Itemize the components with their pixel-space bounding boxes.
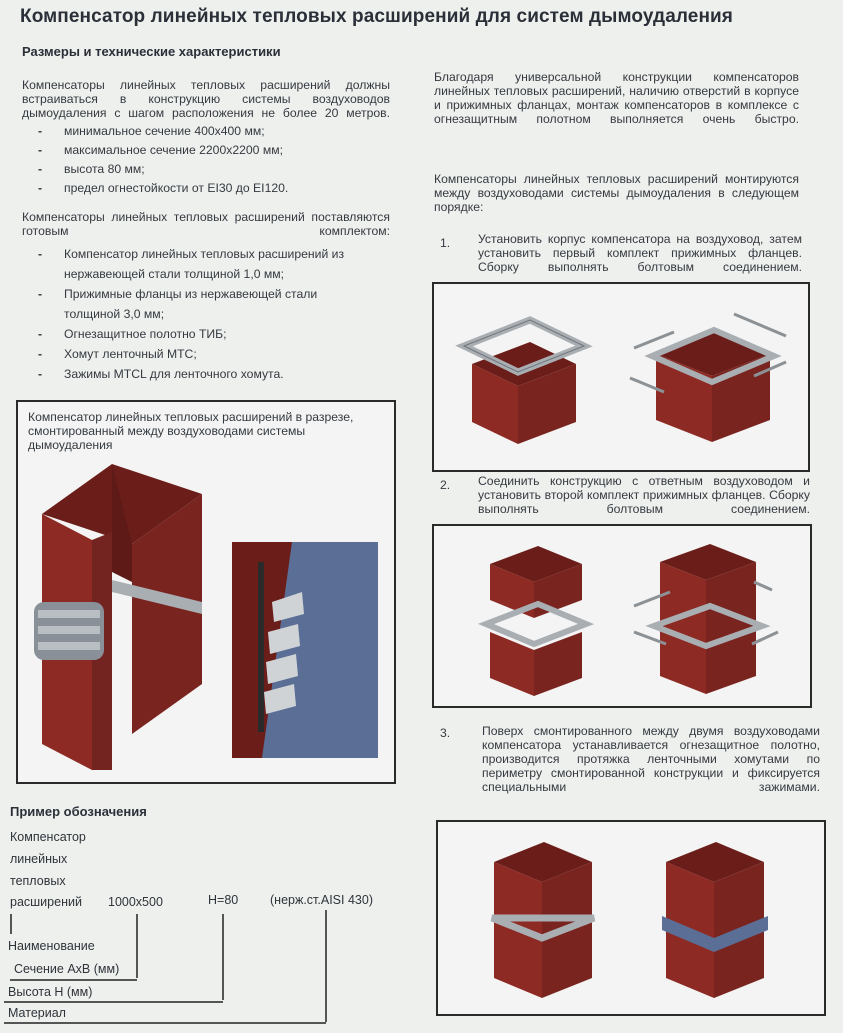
label-height: Высота Н (мм) bbox=[8, 985, 93, 999]
page-title: Компенсатор линейных тепловых расширений для систем дымоудаления bbox=[20, 6, 733, 27]
duct-with-flange-bolts bbox=[630, 314, 786, 442]
leader-line bbox=[222, 914, 224, 1000]
intro-paragraph: Компенсаторы линейных тепловых расширений должны встраиваться в конструкцию системы воздуховодов дымоудаления с шагом расположения не более 20 метров. bbox=[22, 78, 390, 120]
spec-item: - высота 80 мм; bbox=[22, 160, 382, 179]
kit-intro: Компенсаторы линейных тепловых расширений поставляются готовым комплектом: bbox=[22, 210, 390, 238]
step-text: Соединить конструкцию с ответным воздуховодом и установить второй комплект прижимных фланцев. Сборку выполнять болтовым соединением. bbox=[478, 474, 810, 516]
detail-photo-illustration bbox=[232, 542, 378, 758]
section-figure bbox=[16, 400, 396, 784]
spec-item: - максимальное сечение 2200х2200 мм; bbox=[22, 141, 382, 160]
kit-item: - Прижимные фланцы из нержавеющей стали толщиной 3,0 мм; bbox=[22, 284, 382, 324]
example-height: H=80 bbox=[208, 893, 239, 907]
leader-line bbox=[10, 914, 12, 934]
step-number: 3. bbox=[440, 726, 451, 740]
step3-figure bbox=[436, 820, 826, 1016]
wrapped-ducts-illustration bbox=[438, 822, 824, 1014]
label-section: Сечение АхВ (мм) bbox=[14, 962, 120, 976]
step-number: 1. bbox=[440, 236, 451, 250]
cutaway-illustration bbox=[32, 464, 212, 774]
label-material: Материал bbox=[8, 1006, 66, 1020]
step-text: Установить корпус компенсатора на воздуховод, затем установить первый комплект прижимных фланцев. Сборку выполнять болтовым соединением. bbox=[478, 232, 802, 274]
leader-underline bbox=[10, 979, 137, 981]
example-name-line: линейных bbox=[10, 852, 68, 866]
right-paragraph-1: Благодаря универсальной конструкции компенсаторов линейных тепловых расширений, наличию отверстий в корпусе и прижимных фланцах, монтаж компенсаторов в комплексе с огнезащитным полотном выполняется очень быстро. bbox=[434, 70, 799, 126]
duct-with-flange bbox=[464, 320, 584, 444]
kit-list bbox=[22, 244, 382, 384]
label-name: Наименование bbox=[8, 939, 95, 953]
leader-line bbox=[136, 914, 138, 978]
spec-item: - минимальное сечение 400х400 мм; bbox=[22, 122, 382, 141]
step-text: Поверх смонтированного между двумя воздуховодами компенсатора устанавливается огнезащитное полотно, производится протяжка ленточными хомутами по периметру смонтированной конструкции и фиксируется специальными зажимами. bbox=[482, 724, 820, 794]
example-name-line: тепловых bbox=[10, 874, 66, 888]
spec-item: - предел огнестойкости от EI30 до EI120. bbox=[22, 179, 382, 198]
right-paragraph-2: Компенсаторы линейных тепловых расширений монтируются между воздуховодами системы дымоудаления в следующем порядке: bbox=[434, 172, 799, 214]
leader-underline bbox=[4, 1022, 326, 1024]
specs-list bbox=[22, 122, 382, 198]
kit-item: - Компенсатор линейных тепловых расширений из нержавеющей стали толщиной 1,0 мм; bbox=[22, 244, 382, 284]
kit-item: - Хомут ленточный МТС; bbox=[22, 344, 382, 364]
connected-ducts-illustration bbox=[434, 526, 810, 706]
example-name-line: расширений bbox=[10, 895, 82, 909]
step-number: 2. bbox=[440, 478, 451, 492]
section-caption: Компенсатор линейных тепловых расширений в разрезе, смонтированный между воздуховодами системы дымоудаления bbox=[28, 410, 354, 452]
section-subtitle: Размеры и технические характеристики bbox=[22, 44, 281, 59]
step2-figure bbox=[432, 524, 812, 708]
kit-item: - Зажимы MTCL для ленточного хомута. bbox=[22, 364, 382, 384]
example-name-line: Компенсатор bbox=[10, 830, 86, 844]
leader-line bbox=[325, 910, 327, 1022]
step1-figure bbox=[432, 282, 810, 472]
example-material: (нерж.ст.AISI 430) bbox=[270, 893, 373, 907]
kit-item: - Огнезащитное полотно ТИБ; bbox=[22, 324, 382, 344]
example-size: 1000х500 bbox=[108, 895, 163, 909]
duct-assembly-illustration bbox=[434, 284, 808, 470]
example-heading: Пример обозначения bbox=[10, 804, 147, 819]
leader-underline bbox=[4, 1001, 223, 1003]
